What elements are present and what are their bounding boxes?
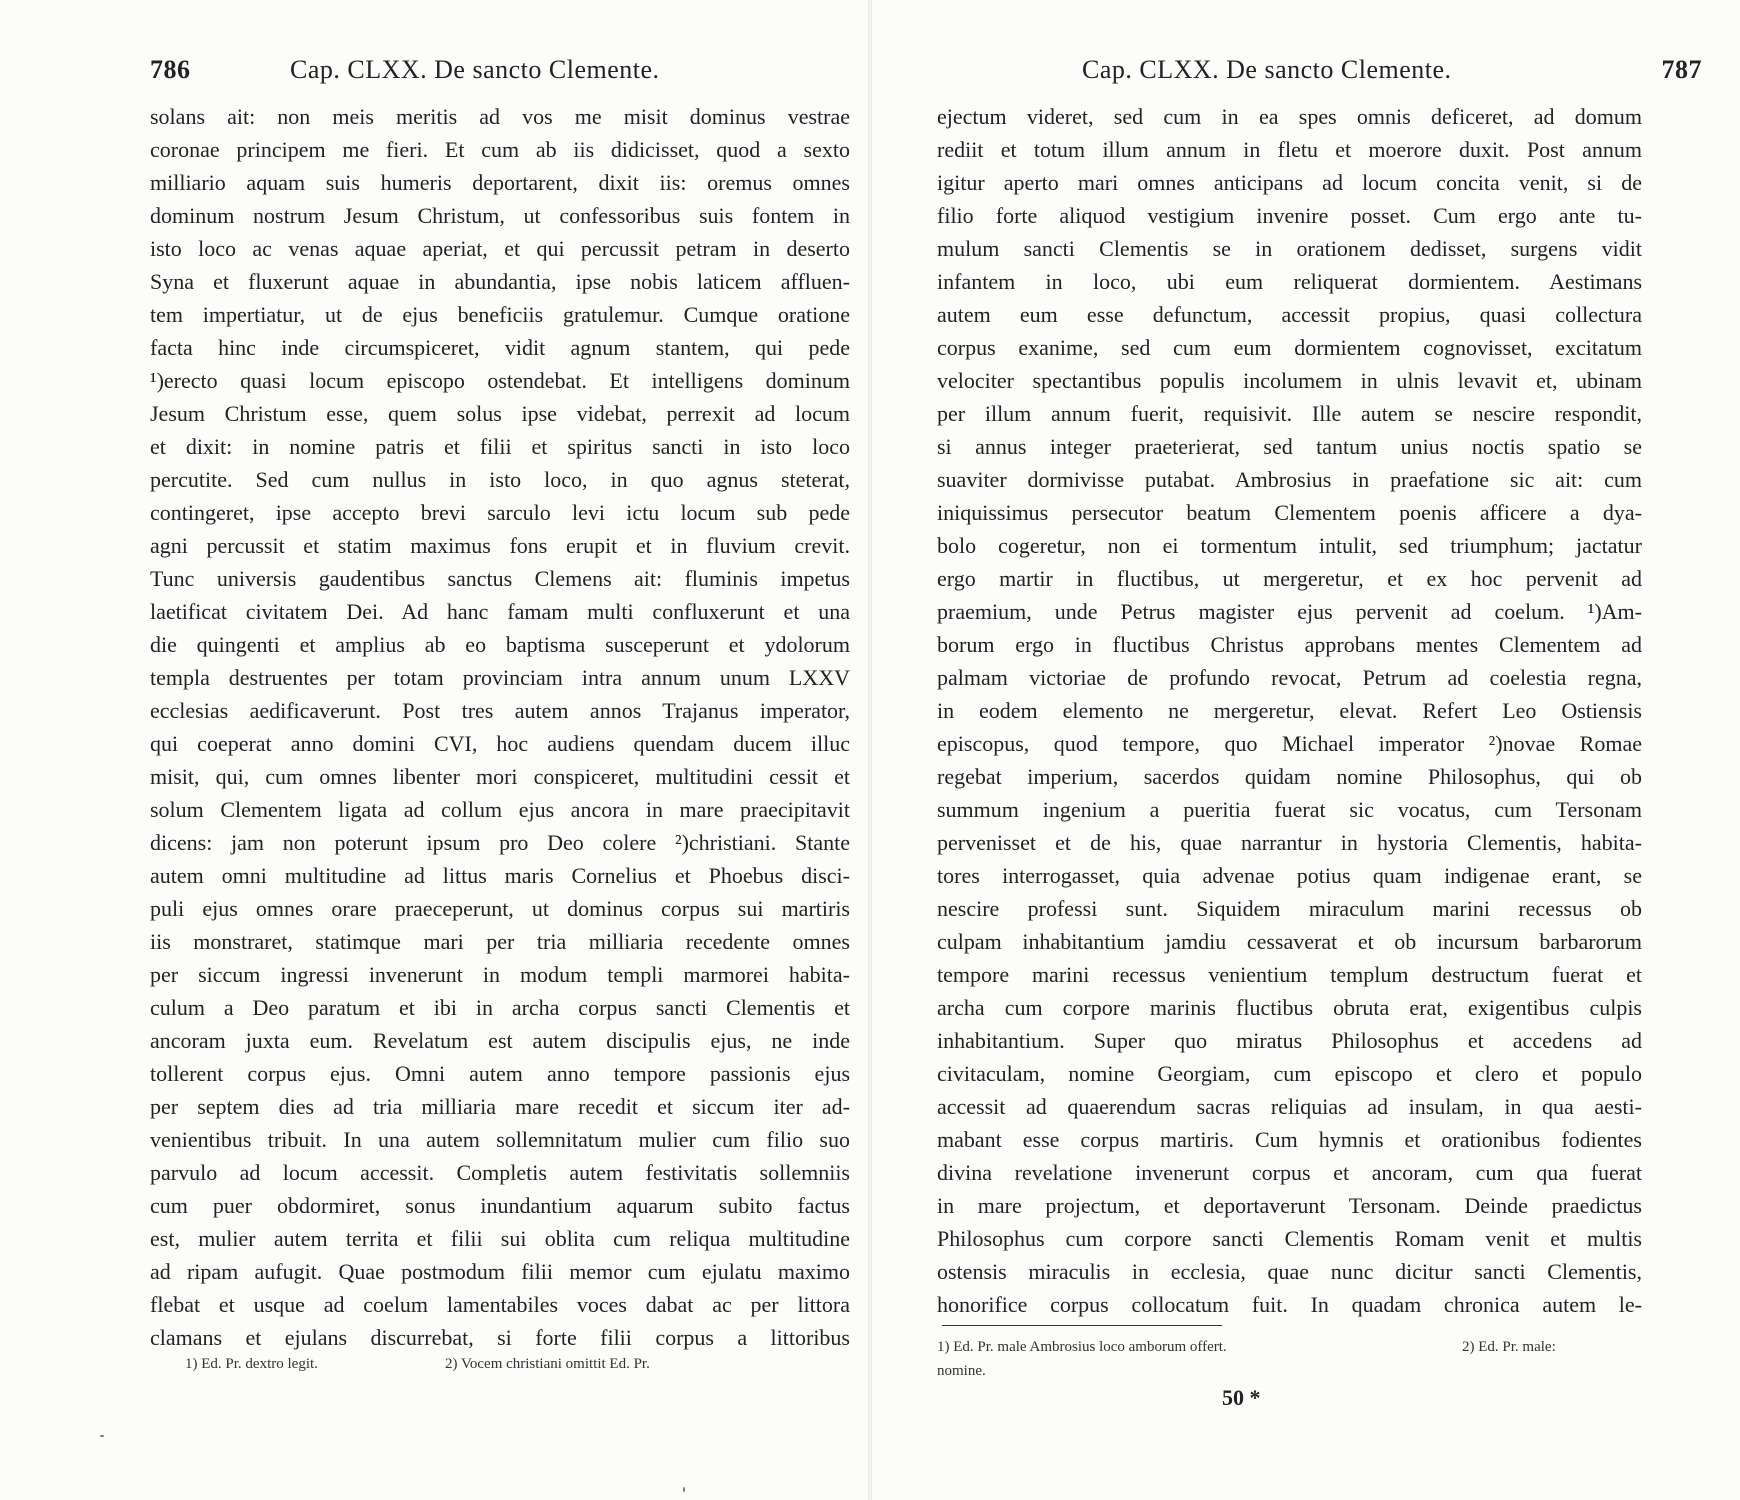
- text-line: mulum sancti Clementis se in orationem dedisset, surgens vidit: [937, 236, 1642, 261]
- text-line: laetificat civitatem Dei. Ad hanc famam multi confluxerunt et una: [150, 599, 850, 624]
- text-line: nescire professi sunt. Siquidem miraculum marini recessus ob: [937, 896, 1642, 921]
- right-page: [872, 0, 1740, 1500]
- text-line: per siccum ingressi invenerunt in modum templi marmorei habita-: [150, 962, 850, 987]
- page-number-right: 787: [1661, 55, 1702, 84]
- text-line: ecclesias aedificaverunt. Post tres autem annos Trajanus imperator,: [150, 698, 850, 723]
- text-line: accessit ad quaerendum sacras reliquias ad insulam, in qua aesti-: [937, 1094, 1642, 1119]
- text-line: palmam victoriae de profundo revocat, Petrum ad coelestia regna,: [937, 665, 1642, 690]
- text-line: culum a Deo paratum et ibi in archa corpus sancti Clementis et: [150, 995, 850, 1020]
- text-line: percutite. Sed cum nullus in isto loco, in quo agnus steterat,: [150, 467, 850, 492]
- text-line: regebat imperium, sacerdos quidam nomine Philosophus, qui ob: [937, 764, 1642, 789]
- text-line: Jesum Christum esse, quem solus ipse videbat, perrexit ad locum: [150, 401, 850, 426]
- footnote-2: 2) Vocem christiani omittit Ed. Pr.: [445, 1356, 650, 1372]
- text-line: velociter spectantibus populis incolumem in ulnis levavit et, ubinam: [937, 368, 1642, 393]
- footnote-2-continued: nomine.: [937, 1363, 986, 1379]
- text-line: per septem dies ad tria milliaria mare recedit et siccum iter ad-: [150, 1094, 850, 1119]
- text-line: inhabitantium. Super quo miratus Philosophus et accedens ad: [937, 1028, 1642, 1053]
- footnote-1: 1) Ed. Pr. male Ambrosius loco amborum offert.: [937, 1339, 1227, 1355]
- text-line: iis monstraret, statimque mari per tria milliaria recedente omnes: [150, 929, 850, 954]
- text-line: ¹)erecto quasi locum episcopo ostendebat. Et intelligens dominum: [150, 368, 850, 393]
- text-line: Tunc universis gaudentibus sanctus Clemens ait: fluminis impetus: [150, 566, 850, 591]
- text-line: filio forte aliquod vestigium invenire posset. Cum ergo ante tu-: [937, 203, 1642, 228]
- text-line: autem omni multitudine ad littus maris Cornelius et Phoebus disci-: [150, 863, 850, 888]
- page-number-left: 786: [150, 55, 191, 84]
- text-line: Syna et fluxerunt aquae in abundantia, ipse nobis laticem affluen-: [150, 269, 850, 294]
- text-line: templa destruentes per totam provinciam intra annum unum LXXV: [150, 665, 850, 690]
- footnote-2: 2) Ed. Pr. male:: [1462, 1339, 1556, 1355]
- text-line: clamans et ejulans discurrebat, si forte filii corpus a littoribus: [150, 1325, 850, 1350]
- text-line: si annus integer praeterierat, sed tantum unius noctis spatio se: [937, 434, 1642, 459]
- right-page-body: [937, 100, 1642, 1321]
- text-line: ad ripam aufugit. Quae postmodum filii memor cum ejulatu maximo: [150, 1259, 850, 1284]
- text-line: misit, qui, cum omnes libenter mori conspiceret, multitudini cessit et: [150, 764, 850, 789]
- text-line: ancoram juxta eum. Revelatum est autem discipulis ejus, ne inde: [150, 1028, 850, 1053]
- footnote-1: 1) Ed. Pr. dextro legit.: [185, 1356, 318, 1372]
- text-line: summum ingenium a pueritia fuerat sic vocatus, cum Tersonam: [937, 797, 1642, 822]
- text-line: per illum annum fuerit, requisivit. Ille autem se nescire respondit,: [937, 401, 1642, 426]
- footnotes-right: [937, 1335, 1642, 1383]
- text-line: in eodem elemento ne mergeretur, elevat. Refert Leo Ostiensis: [937, 698, 1642, 723]
- text-line: in mare projectum, et deportaverunt Tersonam. Deinde praedictus: [937, 1193, 1642, 1218]
- text-line: agni percussit et statim maximus fons erupit et in fluvium crevit.: [150, 533, 850, 558]
- text-line: divina revelatione invenerunt corpus et ancoram, cum qua fuerat: [937, 1160, 1642, 1185]
- text-line: infantem in loco, ubi eum reliquerat dormientem. Aestimans: [937, 269, 1642, 294]
- text-line: pervenisset et de his, quae narrantur in hystoria Clementis, habita-: [937, 830, 1642, 855]
- text-line: suaviter dormivisse putabat. Ambrosius in praefatione sic ait: cum: [937, 467, 1642, 492]
- text-line: die quingenti et amplius ab eo baptisma susceperunt et ydolorum: [150, 632, 850, 657]
- text-line: ejectum videret, sed cum in ea spes omnis deficeret, ad domum: [937, 104, 1642, 129]
- text-line: isto loco ac venas aquae aperiat, et qui percussit petram in deserto: [150, 236, 850, 261]
- text-line: dicens: jam non poterunt ipsum pro Deo colere ²)christiani. Stante: [150, 830, 850, 855]
- text-line: archa cum corpore marinis fluctibus obruta erat, exigentibus culpis: [937, 995, 1642, 1020]
- text-line: ergo martir in fluctibus, ut mergeretur, et ex hoc pervenit ad: [937, 566, 1642, 591]
- text-line: facta hinc inde circumspiceret, vidit agnum stantem, qui pede: [150, 335, 850, 360]
- text-line: bolo cogeretur, non ei tormentum intulit, sed triumphum; jactatur: [937, 533, 1642, 558]
- text-line: coronae principem me fieri. Et cum ab iis didicisset, quod a sexto: [150, 137, 850, 162]
- text-line: est, mulier autem territa et filii sui oblita cum reliqua multitudine: [150, 1226, 850, 1251]
- text-line: praemium, unde Petrus magister ejus pervenit ad coelum. ¹)Am-: [937, 599, 1642, 624]
- text-line: tem impertiatur, ut de ejus beneficiis gratulemur. Cumque oratione: [150, 302, 850, 327]
- text-line: solans ait: non meis meritis ad vos me misit dominus vestrae: [150, 104, 850, 129]
- text-line: qui coeperat anno domini CVI, hoc audiens quendam ducem illuc: [150, 731, 850, 756]
- text-line: rediit et totum illum annum in fletu et moerore duxit. Post annum: [937, 137, 1642, 162]
- paper-speck: [100, 1435, 104, 1437]
- text-line: tempore marini recessus venientium templum destructum fuerat et: [937, 962, 1642, 987]
- text-line: culpam inhabitantium jamdiu cessaverat et ob incursum barbarorum: [937, 929, 1642, 954]
- running-title-left: Cap. CLXX. De sancto Clemente.: [290, 55, 660, 84]
- footnote-rule: [942, 1325, 1222, 1326]
- text-line: dominum nostrum Jesum Christum, ut confessoribus suis fontem in: [150, 203, 850, 228]
- text-line: solum Clementem ligata ad collum ejus ancora in mare praecipitavit: [150, 797, 850, 822]
- text-line: ostensis miraculis in ecclesia, quae nunc dicitur sancti Clementis,: [937, 1259, 1642, 1284]
- text-line: venientibus tribuit. In una autem sollemnitatum mulier cum filio suo: [150, 1127, 850, 1152]
- text-line: flebat et usque ad coelum lamentabiles voces dabat ac per littora: [150, 1292, 850, 1317]
- text-line: civitaculam, nomine Georgiam, cum episcopo et clero et populo: [937, 1061, 1642, 1086]
- text-line: puli ejus omnes orare praeceperunt, ut dominus corpus sui martiris: [150, 896, 850, 921]
- text-line: tores interrogasset, quia advenae potius quam indigenae erant, se: [937, 863, 1642, 888]
- text-line: milliario aquam suis humeris deportarent, dixit iis: oremus omnes: [150, 170, 850, 195]
- text-line: corpus exanime, sed cum eum dormientem cognovisset, excitatum: [937, 335, 1642, 360]
- text-line: et dixit: in nomine patris et filii et spiritus sancti in isto loco: [150, 434, 850, 459]
- text-line: honorifice corpus collocatum fuit. In quadam chronica autem le-: [937, 1292, 1642, 1317]
- signature-mark: 50 *: [1222, 1385, 1261, 1410]
- text-line: parvulo ad locum accessit. Completis autem festivitatis sollemniis: [150, 1160, 850, 1185]
- running-head-left: [150, 50, 850, 90]
- text-line: borum ergo in fluctibus Christus approbans mentes Clementem ad: [937, 632, 1642, 657]
- text-line: igitur aperto mari omnes anticipans ad locum concita venit, si de: [937, 170, 1642, 195]
- left-page-body: [150, 100, 850, 1354]
- running-title-right: Cap. CLXX. De sancto Clemente.: [1082, 55, 1452, 84]
- text-line: tollerent corpus ejus. Omni autem anno tempore passionis ejus: [150, 1061, 850, 1086]
- running-head-right: [1082, 50, 1702, 90]
- text-line: Philosophus cum corpore sancti Clementis Romam venit et multis: [937, 1226, 1642, 1251]
- left-page: [0, 0, 868, 1500]
- text-line: autem eum esse defunctum, accessit propius, quasi collectura: [937, 302, 1642, 327]
- text-line: iniquissimus persecutor beatum Clementem poenis afficere a dya-: [937, 500, 1642, 525]
- text-line: cum puer obdormiret, sonus inundantium aquarum subito factus: [150, 1193, 850, 1218]
- text-line: mabant esse corpus martiris. Cum hymnis et orationibus fodientes: [937, 1127, 1642, 1152]
- paper-speck: [683, 1487, 685, 1492]
- text-line: episcopus, quod tempore, quo Michael imperator ²)novae Romae: [937, 731, 1642, 756]
- text-line: contingeret, ipse accepto brevi sarculo levi ictu locum sub pede: [150, 500, 850, 525]
- footnotes-left: [185, 1352, 825, 1376]
